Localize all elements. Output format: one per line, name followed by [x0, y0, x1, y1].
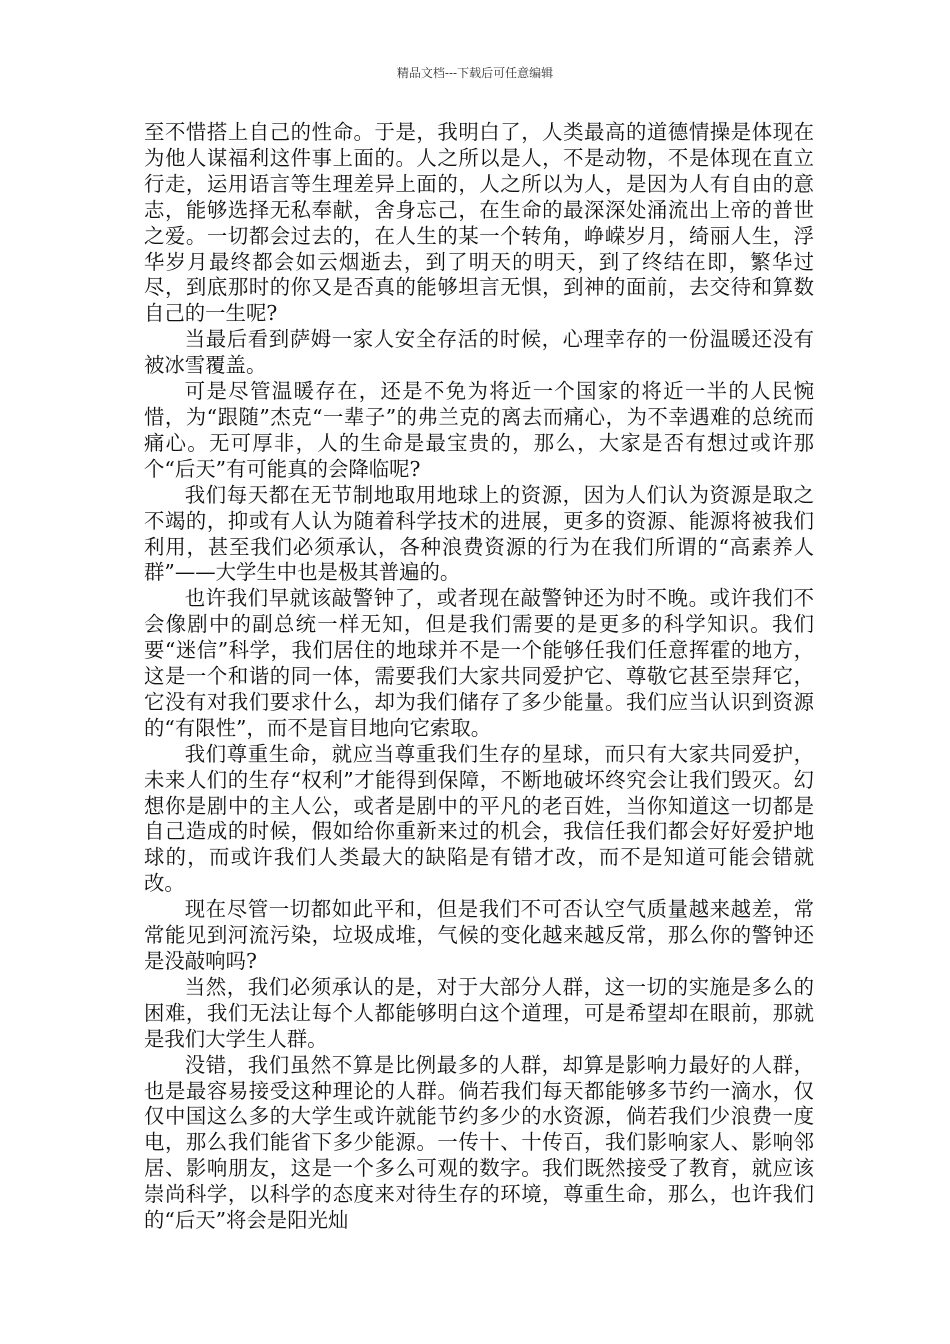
page-header: 精品文档---下载后可任意编辑: [396, 66, 554, 80]
paragraph: 我们尊重生命，就应当尊重我们生存的星球，而只有大家共同爱护，未来人们的生存“权利”才能得到保障，不断地破坏终究会让我们毁灭。幻想你是剧中的主人公，或者是剧中的平凡的老百姓，当你知道这一切都是自己造成的时候，假如给你重新来过的机会，我信任我们都会好好爱护地球的，而或许我们人类最大的缺陷是有错才改，而不是知道可能会错就改。: [144, 741, 814, 896]
paragraph: 我们每天都在无节制地取用地球上的资源，因为人们认为资源是取之不竭的，抑或有人认为随着科学技术的进展，更多的资源、能源将被我们利用，甚至我们必须承认，各种浪费资源的行为在我们所谓的“高素养人群”——大学生中也是极其普遍的。: [144, 482, 814, 585]
paragraph: 没错，我们虽然不算是比例最多的人群，却算是影响力最好的人群，也是最容易接受这种理论的人群。倘若我们每天都能够多节约一滴水，仅仅中国这么多的大学生或许就能节约多少的水资源，倘若我们少浪费一度电，那么我们能省下多少能源。一传十、十传百，我们影响家人、影响邻居、影响朋友，这是一个多么可观的数字。我们既然接受了教育，就应该崇尚科学，以科学的态度来对待生存的环境，尊重生命，那么，也许我们的“后天”将会是阳光灿: [144, 1052, 814, 1233]
paragraph: 也许我们早就该敲警钟了，或者现在敲警钟还为时不晚。或许我们不会像剧中的副总统一样无知，但是我们需要的是更多的科学知识。我们要“迷信”科学，我们居住的地球并不是一个能够任我们任意挥霍的地方，这是一个和谐的同一体，需要我们大家共同爱护它、尊敬它甚至崇拜它，它没有对我们要求什么，却为我们储存了多少能量。我们应当认识到资源的“有限性”，而不是盲目地向它索取。: [144, 586, 814, 740]
paragraph: 至不惜搭上自己的性命。于是，我明白了，人类最高的道德情操是体现在为他人谋福利这件事上面的。人之所以是人，不是动物，不是体现在直立行走，运用语言等生理差异上面的，人之所以为人，是因为人有自由的意志，能够选择无私奉献，舍身忘己，在生命的最深深处涌流出上帝的普世之爱。一切都会过去的，在人生的某一个转角，峥嵘岁月，绮丽人生，浮华岁月最终都会如云烟逝去，到了明天的明天，到了终结在即，繁华过尽，到底那时的你又是否真的能够坦言无惧，到神的面前，去交待和算数自己的一生呢?: [144, 120, 814, 326]
body-text: [144, 120, 814, 1234]
paragraph: 现在尽管一切都如此平和，但是我们不可否认空气质量越来越差，常常能见到河流污染，垃圾成堆，气候的变化越来越反常，那么你的警钟还是没敲响吗?: [144, 897, 814, 973]
paragraph: 可是尽管温暖存在，还是不免为将近一个国家的将近一半的人民惋惜，为“跟随”杰克“一辈子”的弗兰克的离去而痛心，为不幸遇难的总统而痛心。无可厚非，人的生命是最宝贵的，那么，大家是否有想过或许那个“后天”有可能真的会降临呢?: [144, 379, 814, 481]
paragraph: 当然，我们必须承认的是，对于大部分人群，这一切的实施是多么的困难，我们无法让每个人都能够明白这个道理，可是希望却在眼前，那就是我们大学生人群。: [144, 974, 814, 1051]
paragraph: 当最后看到萨姆一家人安全存活的时候，心理幸存的一份温暖还没有被冰雪覆盖。: [144, 327, 814, 378]
